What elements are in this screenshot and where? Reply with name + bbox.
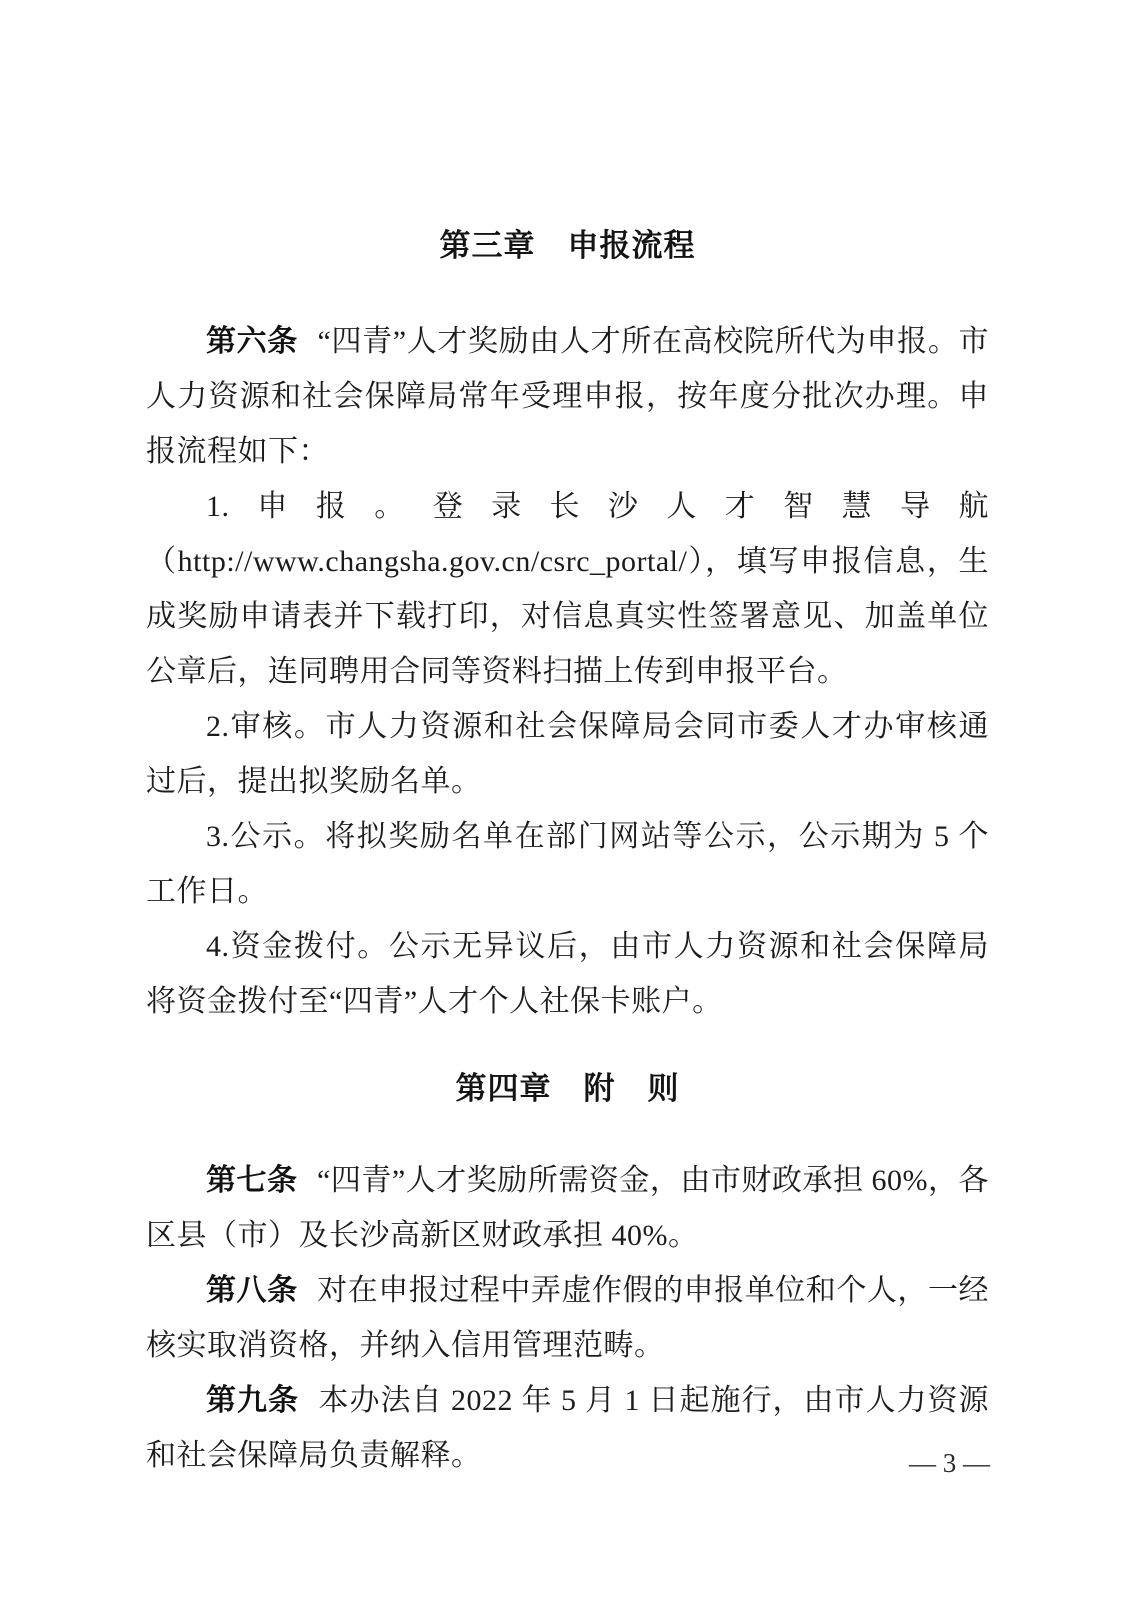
article-9-text: 本办法自 2022 年 5 月 1 日起施行，由市人力资源和社会保障局负责解释。: [146, 1384, 989, 1472]
article-7-text: “四青”人才奖励所需资金，由市财政承担 60%，各区县（市）及长沙高新区财政承担 40%。: [146, 1164, 989, 1252]
article-6-label: 第六条: [206, 325, 298, 358]
step-3-publicity-paragraph: 3.公示。将拟奖励名单在部门网站等公示，公示期为 5 个工作日。: [146, 820, 989, 908]
article-9-label: 第九条: [206, 1384, 299, 1417]
article-8-paragraph: [146, 1263, 989, 1373]
article-8-label: 第八条: [206, 1274, 298, 1307]
step-1-declare-paragraph: 1.申报。登录长沙人才智慧导航（http://www.changsha.gov.cn/csrc_portal/），填写申报信息，生成奖励申请表并下载打印，对信息真实性签署意见、加盖单位公章后，连同聘用合同等资料扫描上传到申报平台。: [146, 490, 989, 688]
article-9-paragraph: [146, 1373, 989, 1483]
article-7-label: 第七条: [206, 1164, 298, 1197]
article-8-text: 对在申报过程中弄虚作假的申报单位和个人，一经核实取消资格，并纳入信用管理范畴。: [146, 1274, 989, 1362]
step-2-review-paragraph: 2.审核。市人力资源和社会保障局会同市委人才办审核通过后，提出拟奖励名单。: [146, 710, 989, 798]
article-7-paragraph: [146, 1153, 989, 1263]
article-6-text: “四青”人才奖励由人才所在高校院所代为申报。市人力资源和社会保障局常年受理申报，按年度分批次办理。申报流程如下：: [146, 325, 989, 468]
chapter-4-heading: 第四章 附 则: [455, 1071, 680, 1106]
step-4-fund-payment-paragraph: 4.资金拨付。公示无异议后，由市人力资源和社会保障局将资金拨付至“四青”人才个人社保卡账户。: [146, 930, 989, 1018]
article-6-paragraph: [146, 314, 989, 479]
page-number: — 3 —: [909, 1448, 990, 1478]
chapter-3-heading: 第三章 申报流程: [439, 228, 696, 263]
